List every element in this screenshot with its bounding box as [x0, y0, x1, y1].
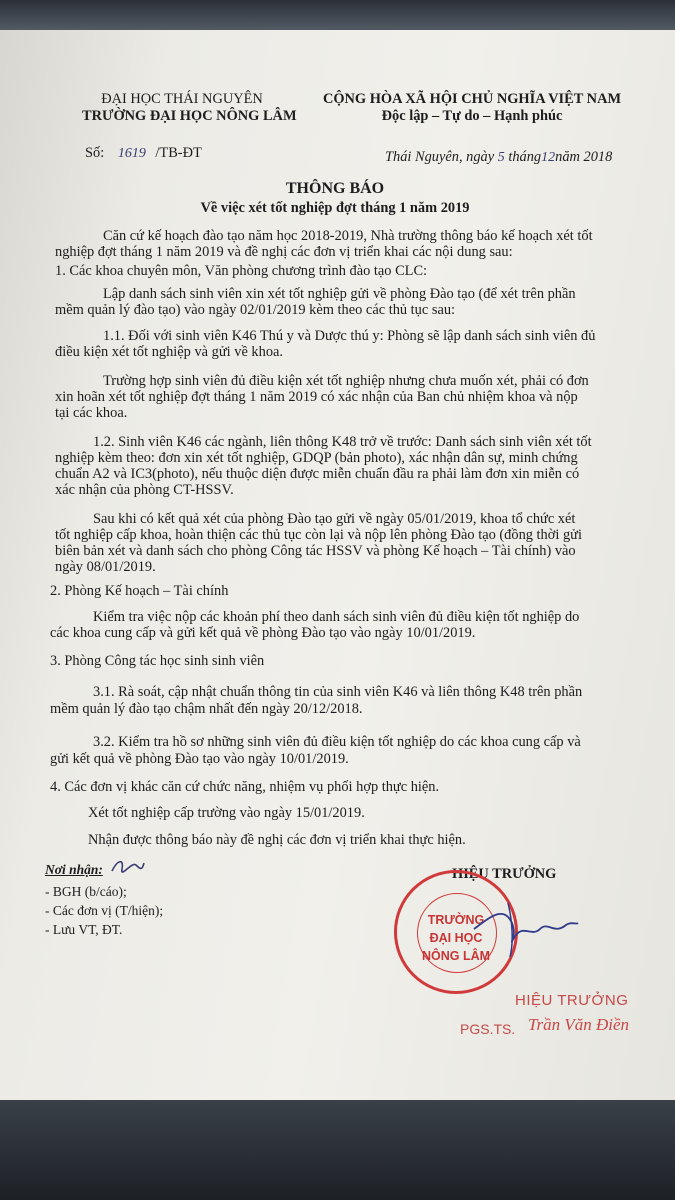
date-month: 12	[541, 150, 556, 165]
signature-title-red: HIỆU TRƯỞNG	[515, 992, 629, 1009]
section-1-para-1-line-1: Lập danh sách sinh viên xin xét tốt nghiệp gửi về phòng Đào tạo (để xét trên phần	[103, 286, 576, 302]
final-line-2: Nhận được thông báo này đề nghị các đơn vị triển khai thực hiện.	[88, 832, 466, 848]
stamp-line-2: ĐẠI HỌC	[429, 931, 483, 945]
section-1-para-3-line-4: ngày 08/01/2019.	[55, 559, 156, 575]
header-school: TRƯỜNG ĐẠI HỌC NÔNG LÂM	[82, 108, 297, 124]
section-1-1-para-2-line-2: xin hoãn xét tốt nghiệp đợt tháng 1 năm 2019 có xác nhận của Ban chủ nhiệm khoa và nộp	[55, 389, 578, 405]
header-country: CỘNG HÒA XÃ HỘI CHỦ NGHĨA VIỆT NAM	[322, 91, 622, 107]
intro-line-2: nghiệp đợt tháng 1 năm 2019 và đề nghị các đơn vị triển khai các nội dung sau:	[55, 244, 513, 260]
section-1-para-3-line-1: Sau khi có kết quả xét của phòng Đào tạo gửi về ngày 05/01/2019, khoa tổ chức xét	[93, 511, 576, 527]
stamp-line-1: TRƯỜNG	[427, 913, 485, 927]
recipient-2: - Các đơn vị (T/hiện);	[45, 903, 164, 918]
document-title: THÔNG BÁO	[285, 180, 385, 197]
section-3-title: 3. Phòng Công tác học sinh sinh viên	[50, 653, 265, 669]
document-number-value: 1619	[117, 146, 146, 161]
final-line-1: Xét tốt nghiệp cấp trường vào ngày 15/01/2019.	[88, 805, 365, 821]
document-subtitle: Về việc xét tốt nghiệp đợt tháng 1 năm 2019	[200, 200, 470, 216]
section-1-title: 1. Các khoa chuyên môn, Văn phòng chương trình đào tạo CLC:	[55, 263, 428, 279]
signature-position: HIỆU TRƯỞNG	[452, 866, 557, 882]
date-year: năm 2018	[555, 149, 613, 165]
section-1-2-line-1: 1.2. Sinh viên K46 các ngành, liên thông K48 trở về trước: Danh sách sinh viên xét tốt	[93, 434, 592, 450]
date-month-label: tháng	[508, 149, 542, 165]
document-page	[0, 30, 675, 1100]
date-prefix: Thái Nguyên, ngày	[385, 149, 495, 165]
signer-name: Trần Văn Điền	[528, 1015, 630, 1034]
section-1-1-line-2: điều kiện xét tốt nghiệp và gửi về khoa.	[55, 344, 284, 360]
section-3-2-line-2: gửi kết quả về phòng Đào tạo vào ngày 10/01/2019.	[50, 751, 349, 767]
date-day: 5	[497, 150, 505, 165]
section-2-line-1: Kiểm tra việc nộp các khoản phí theo danh sách sinh viên đủ điều kiện tốt nghiệp do	[93, 609, 580, 625]
background-top	[0, 0, 675, 30]
section-1-para-3-line-2: tốt nghiệp cấp khoa, hoàn thiện các thủ tục còn lại và nộp lên phòng Đào tạo (đồng thời gửi	[55, 527, 582, 543]
section-1-1-line-1: 1.1. Đối với sinh viên K46 Thú y và Dược thú y: Phòng sẽ lập danh sách sinh viên đủ	[103, 328, 596, 344]
recipient-3: - Lưu VT, ĐT.	[45, 922, 123, 937]
section-1-1-para-2-line-1: Trường hợp sinh viên đủ điều kiện xét tốt nghiệp nhưng chưa muốn xét, phải có đơn	[103, 373, 589, 389]
section-4: 4. Các đơn vị khác căn cứ chức năng, nhiệm vụ phối hợp thực hiện.	[50, 779, 440, 795]
section-1-1-para-2-line-3: tại các khoa.	[55, 405, 128, 421]
section-2-line-2: các khoa cung cấp và gửi kết quả về phòng Đào tạo vào ngày 10/01/2019.	[50, 625, 476, 641]
handwritten-signature	[470, 895, 580, 965]
section-1-2-line-2: nghiệp kèm theo: đơn xin xét tốt nghiệp, GDQP (bản photo), xác nhận dân sự, minh chứng	[55, 450, 578, 466]
document-number-suffix: /TB-ĐT	[155, 145, 202, 161]
section-3-1-line-1: 3.1. Rà soát, cập nhật chuẩn thông tin của sinh viên K46 và liên thông K48 trên phần	[93, 684, 583, 700]
header-motto: Độc lập – Tự do – Hạnh phúc	[381, 108, 563, 124]
section-3-1-line-2: mềm quản lý đào tạo chậm nhất đến ngày 20/12/2018.	[50, 701, 363, 717]
document-number	[85, 144, 202, 163]
document-date	[385, 148, 612, 167]
header-university: ĐẠI HỌC THÁI NGUYÊN	[101, 91, 263, 107]
section-3-2-line-1: 3.2. Kiểm tra hồ sơ những sinh viên đủ điều kiện tốt nghiệp do các khoa cung cấp và	[93, 734, 581, 750]
recipients-initial-signature	[110, 855, 146, 877]
intro-line-1: Căn cứ kế hoạch đào tạo năm học 2018-2019, Nhà trường thông báo kế hoạch xét tốt	[103, 228, 593, 244]
background-bottom	[0, 1100, 675, 1200]
section-1-2-line-4: xác nhận của phòng CT-HSSV.	[55, 482, 234, 498]
section-1-2-line-3: chuẩn A2 và IC3(photo), nếu thuộc diện được miễn chuẩn đầu ra phải làm đơn xin miễn có	[55, 466, 580, 482]
section-1-para-3-line-3: biên bản xét và danh sách cho phòng Công tác HSSV và phòng Kế hoạch – Tài chính) vào	[55, 543, 576, 559]
section-1-para-1-line-2: mềm quản lý đào tạo) vào ngày 02/01/2019 kèm theo các thủ tục sau:	[55, 302, 456, 318]
document-number-label: Số:	[85, 145, 105, 161]
section-2-title: 2. Phòng Kế hoạch – Tài chính	[50, 583, 229, 599]
signer-prefix: PGS.TS.	[460, 1021, 516, 1037]
stamp-line-3: NÔNG LÂM	[421, 949, 491, 963]
recipient-1: - BGH (b/cáo);	[45, 884, 127, 899]
recipients-title: Nơi nhận:	[45, 862, 103, 877]
